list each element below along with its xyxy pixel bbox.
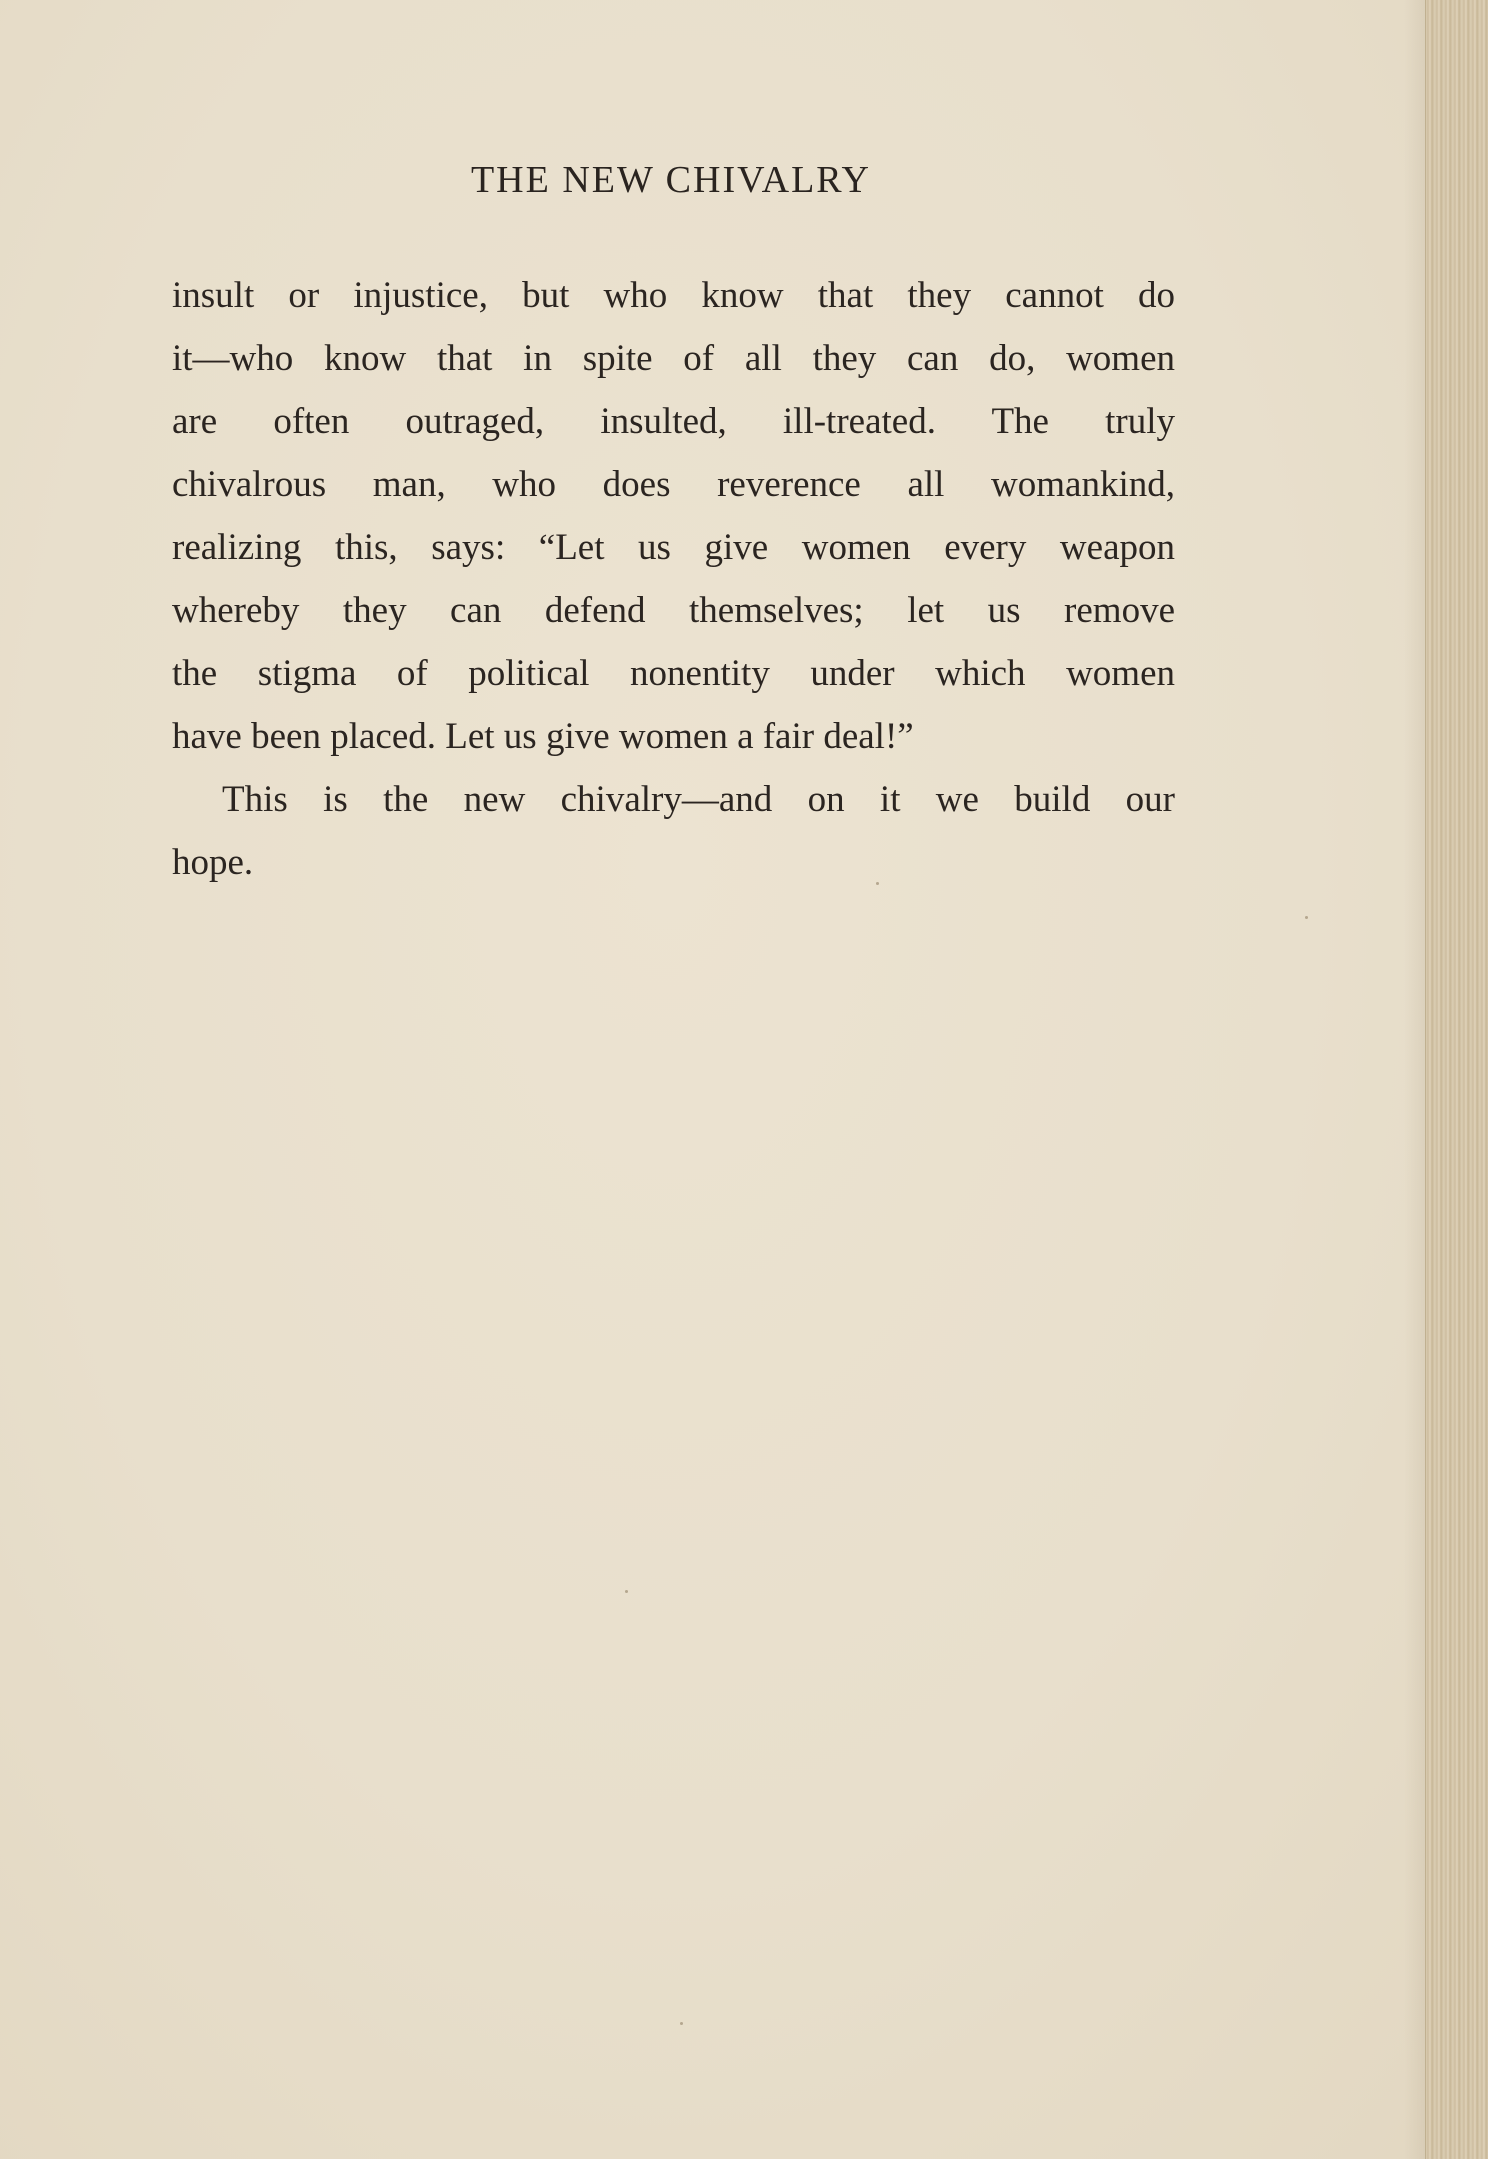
text-line: the stigma of political nonentity under which women: [172, 653, 1175, 694]
paper-speck: [625, 1590, 628, 1593]
paper-speck: [1305, 916, 1308, 919]
body-text: [172, 264, 1175, 894]
paragraph-1: [172, 264, 1175, 768]
page-edge: [1425, 0, 1488, 2159]
text-line: it—who know that in spite of all they can do, women: [172, 338, 1175, 379]
paper-speck: [680, 2022, 683, 2025]
running-head: THE NEW CHIVALRY: [470, 159, 872, 201]
text-line: have been placed. Let us give women a fair deal!”: [172, 716, 914, 757]
text-line: realizing this, says: “Let us give women every weapon: [172, 527, 1175, 568]
text-line: hope.: [172, 842, 254, 883]
text-line: chivalrous man, who does reverence all womankind,: [172, 464, 1175, 505]
text-line: whereby they can defend themselves; let us remove: [172, 590, 1175, 631]
paragraph-2: [172, 768, 1175, 894]
text-line: This is the new chivalry—and on it we build our: [222, 779, 1175, 820]
text-line: insult or injustice, but who know that they cannot do: [172, 275, 1175, 316]
text-line: are often outraged, insulted, ill-treated. The truly: [172, 401, 1175, 442]
